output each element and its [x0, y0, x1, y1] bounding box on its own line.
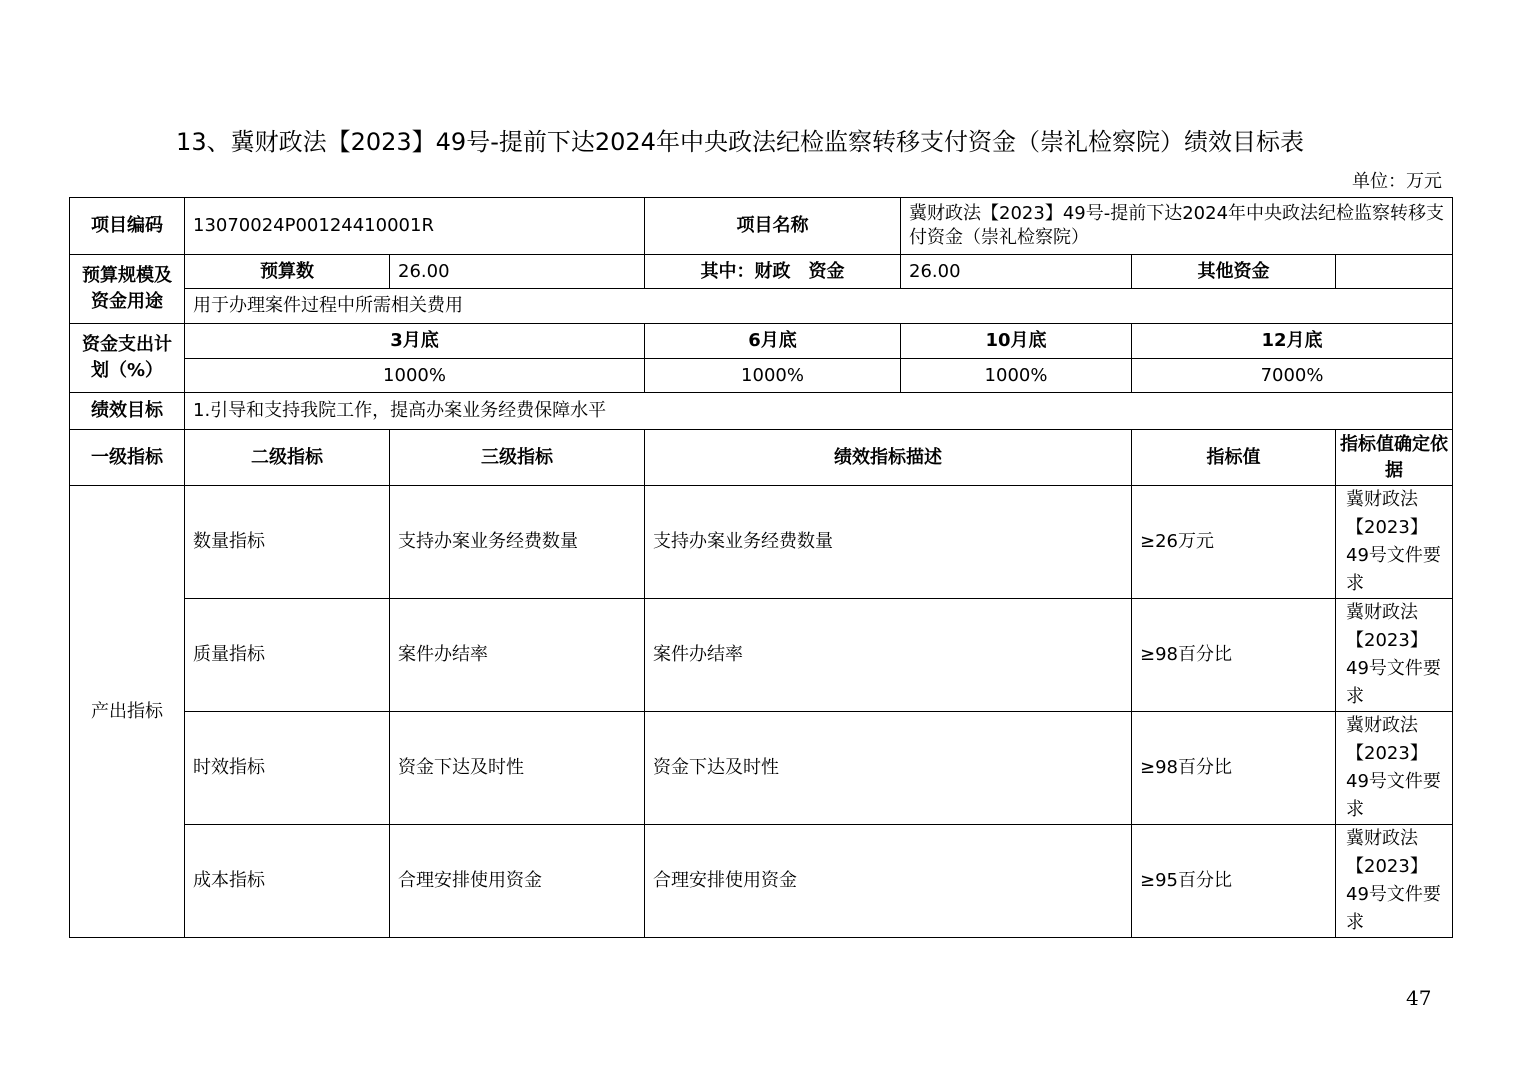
header-value: 指标值	[1132, 430, 1336, 486]
budget-amount: 26.00	[390, 255, 645, 289]
header-basis: 指标值确定依据	[1336, 430, 1453, 486]
indicator-header-row	[70, 430, 1453, 486]
budget-row	[70, 255, 1453, 289]
fund-usage: 用于办理案件过程中所需相关费用	[185, 289, 1453, 324]
indicator-description: 资金下达及时性	[645, 712, 1132, 825]
plan-period: 10月底	[901, 324, 1132, 359]
usage-row	[70, 289, 1453, 324]
table-row	[70, 599, 1453, 712]
level3-indicator: 案件办结率	[390, 599, 645, 712]
budget-label: 预算规模及资金用途	[70, 255, 185, 324]
plan-value-row	[70, 359, 1453, 393]
table-row	[70, 825, 1453, 938]
indicator-description: 案件办结率	[645, 599, 1132, 712]
level2-indicator: 数量指标	[185, 486, 390, 599]
fiscal-fund: 26.00	[901, 255, 1132, 289]
unit-label: 单位：万元	[1352, 171, 1442, 192]
indicator-basis: 冀财政法【2023】49号文件要求	[1336, 825, 1453, 938]
level2-indicator: 成本指标	[185, 825, 390, 938]
indicator-description: 支持办案业务经费数量	[645, 486, 1132, 599]
plan-period: 3月底	[185, 324, 645, 359]
page-title: 13、冀财政法【2023】49号-提前下达2024年中央政法纪检监察转移支付资金（崇礼检察院）绩效目标表	[176, 128, 1304, 156]
header-level2: 二级指标	[185, 430, 390, 486]
fiscal-fund-label: 其中：财政 资金	[645, 255, 901, 289]
level3-indicator: 合理安排使用资金	[390, 825, 645, 938]
level3-indicator: 支持办案业务经费数量	[390, 486, 645, 599]
indicator-basis: 冀财政法【2023】49号文件要求	[1336, 486, 1453, 599]
plan-value: 1000%	[185, 359, 645, 393]
project-row	[70, 198, 1453, 255]
level1-indicator: 产出指标	[70, 486, 185, 938]
budget-amount-label: 预算数	[185, 255, 390, 289]
plan-label: 资金支出计划（%）	[70, 324, 185, 393]
project-name-label: 项目名称	[645, 198, 901, 255]
indicator-value: ≥98百分比	[1132, 712, 1336, 825]
table-row	[70, 486, 1453, 599]
level3-indicator: 资金下达及时性	[390, 712, 645, 825]
indicator-basis: 冀财政法【2023】49号文件要求	[1336, 599, 1453, 712]
page-number: 47	[1406, 986, 1432, 1010]
plan-period: 12月底	[1132, 324, 1453, 359]
indicator-description: 合理安排使用资金	[645, 825, 1132, 938]
project-name: 冀财政法【2023】49号-提前下达2024年中央政法纪检监察转移支付资金（崇礼检察院）	[901, 198, 1453, 255]
plan-value: 7000%	[1132, 359, 1453, 393]
indicator-value: ≥98百分比	[1132, 599, 1336, 712]
plan-value: 1000%	[901, 359, 1132, 393]
indicator-basis: 冀财政法【2023】49号文件要求	[1336, 712, 1453, 825]
target-row	[70, 393, 1453, 430]
target-label: 绩效目标	[70, 393, 185, 430]
target-text: 1.引导和支持我院工作，提高办案业务经费保障水平	[185, 393, 1453, 430]
level2-indicator: 时效指标	[185, 712, 390, 825]
other-fund-label: 其他资金	[1132, 255, 1336, 289]
level2-indicator: 质量指标	[185, 599, 390, 712]
project-code: 13070024P00124410001R	[185, 198, 645, 255]
plan-header-row	[70, 324, 1453, 359]
other-fund	[1336, 255, 1453, 289]
indicator-value: ≥95百分比	[1132, 825, 1336, 938]
header-description: 绩效指标描述	[645, 430, 1132, 486]
header-level3: 三级指标	[390, 430, 645, 486]
table-row	[70, 712, 1453, 825]
plan-period: 6月底	[645, 324, 901, 359]
project-code-label: 项目编码	[70, 198, 185, 255]
plan-value: 1000%	[645, 359, 901, 393]
indicator-value: ≥26万元	[1132, 486, 1336, 599]
performance-target-table	[69, 197, 1453, 938]
header-level1: 一级指标	[70, 430, 185, 486]
